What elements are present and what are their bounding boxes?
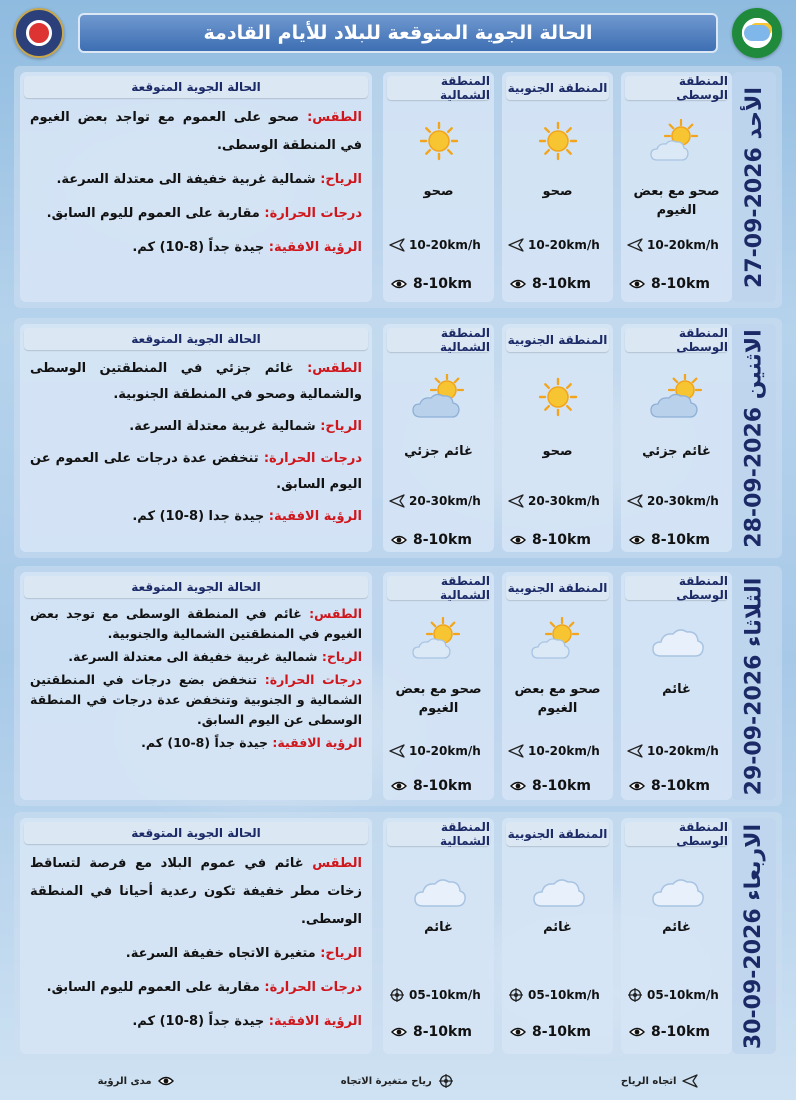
eye-icon [391, 277, 407, 291]
wind-speed [508, 238, 609, 252]
visibility-line [30, 234, 362, 262]
wind-value: 10-20km/h [647, 238, 719, 252]
legend-wind-direction [621, 1074, 699, 1088]
condition-label: غائم جزئي [642, 444, 711, 459]
eye-icon [391, 779, 407, 793]
legend-label: اتجاه الرياح [620, 1075, 677, 1087]
temps-label: درجات الحرارة: [264, 206, 362, 221]
sun-cloud-icon [528, 616, 588, 662]
visibility-line [30, 1008, 362, 1036]
eye-icon [510, 1025, 526, 1039]
weather-label: الطقس: [307, 110, 362, 125]
wind-speed [508, 744, 609, 758]
day-date: الثلاثاء 2026-09-29 [741, 577, 767, 795]
weather-line [30, 104, 362, 160]
winds-text: شمالية غربية خفيفة الى معتدلة السرعة. [56, 172, 316, 187]
visibility-range [391, 778, 490, 794]
region-central [621, 818, 732, 1054]
winds-label: الرياح: [320, 946, 362, 961]
weather-line [30, 356, 362, 408]
page-title: الحالة الجوية المتوقعة للبلاد للأيام القادمة [78, 13, 718, 53]
day-date: الاربعاء 2026-09-30 [741, 823, 767, 1049]
region-header: المنطقة الشمالية [387, 76, 490, 100]
visibility-range [391, 532, 490, 548]
weather-text: غائم في عموم البلاد مع فرصة لتساقط زخات مطر خفيفة تكون رعدية أحيانا في المنطقة الوسطى. [30, 856, 362, 927]
wind-direction-icon [682, 1074, 698, 1088]
condition-label: غائم [543, 920, 572, 935]
condition-label: صحو مع بعض الغيوم [395, 682, 482, 716]
page-header [14, 6, 782, 60]
region-header: المنطقة الشمالية [387, 822, 490, 846]
sun-cloud-icon [409, 616, 469, 662]
partly-cloudy-icon [647, 374, 707, 420]
wind-value: 10-20km/h [647, 744, 719, 758]
temps-text: مقاربة على العموم لليوم السابق. [46, 206, 260, 221]
region-header: المنطقة الشمالية [387, 328, 490, 352]
wind-value: 05-10km/h [528, 988, 600, 1002]
region-header: المنطقة الشمالية [387, 576, 490, 600]
region-central [621, 572, 732, 800]
wind-speed [389, 238, 490, 252]
winds-line [30, 647, 362, 667]
eye-icon [510, 277, 526, 291]
visibility-range [391, 276, 490, 292]
visibility-range [510, 778, 609, 794]
wind-speed [627, 238, 728, 252]
ministry-logo-right [732, 8, 782, 58]
sun-icon [409, 118, 469, 164]
eye-icon [391, 1025, 407, 1039]
temps-label: درجات الحرارة: [264, 980, 362, 995]
winds-text: متغيرة الاتجاه خفيفة السرعة. [125, 946, 316, 961]
winds-line [30, 414, 362, 440]
legend-variable-wind [341, 1074, 454, 1088]
weather-label: الطقس: [309, 606, 362, 621]
forecast-header: الحالة الجوية المتوقعة [24, 76, 368, 98]
visibility-value: 8-10km [413, 276, 472, 292]
region-northern [383, 324, 494, 552]
cloud-icon [647, 866, 707, 912]
region-central [621, 324, 732, 552]
day-date: الاثنين 2026-09-28 [741, 328, 767, 548]
winds-text: شمالية غربية معتدلة السرعة. [129, 419, 316, 434]
visibility-text: جيدة جدا (8-10) كم. [132, 509, 265, 524]
wind-direction-icon [508, 494, 524, 508]
cloud-icon [647, 616, 707, 662]
region-southern [502, 72, 613, 302]
visibility-line [30, 733, 362, 753]
temps-text: تنخفض عدة درجات على العموم عن اليوم السابق. [30, 451, 362, 492]
region-central [621, 72, 732, 302]
weather-line [30, 850, 362, 934]
wind-direction-icon [508, 238, 524, 252]
temps-line [30, 670, 362, 730]
wind-value: 10-20km/h [528, 238, 600, 252]
wind-speed [389, 744, 490, 758]
wind-value: 05-10km/h [409, 988, 481, 1002]
day-date: الأحد 2026-09-27 [741, 86, 767, 288]
eye-icon [629, 533, 645, 547]
date-column [732, 572, 776, 800]
legend-visibility [98, 1074, 174, 1088]
condition-label: صحو [542, 444, 573, 459]
condition-label: غائم [662, 920, 691, 935]
condition-label: صحو مع بعض الغيوم [633, 184, 720, 218]
meteorology-logo-left [14, 8, 64, 58]
temps-line [30, 974, 362, 1002]
wind-value: 20-30km/h [647, 494, 719, 508]
region-northern [383, 72, 494, 302]
date-column [732, 818, 776, 1054]
condition-label: صحو [542, 184, 573, 199]
visibility-label: الرؤية الافقية: [268, 240, 362, 255]
visibility-text: جيدة جداً (8-10) كم. [132, 240, 265, 255]
wind-speed [627, 494, 728, 508]
condition-label: غائم [424, 920, 453, 935]
visibility-range [510, 532, 609, 548]
eye-icon [391, 533, 407, 547]
wind-direction-icon [389, 238, 405, 252]
wind-direction-icon [627, 744, 643, 758]
wind-direction-icon [389, 744, 405, 758]
visibility-range [510, 1024, 609, 1040]
weather-text: غائم جزئي في المنطقتين الوسطى والشمالية وصحو في المنطقة الجنوبية. [30, 361, 362, 402]
wind-value: 05-10km/h [647, 988, 719, 1002]
wind-speed [627, 744, 728, 758]
day-block [14, 566, 782, 806]
winds-label: الرياح: [320, 172, 362, 187]
region-northern [383, 572, 494, 800]
forecast-panel [20, 324, 372, 552]
visibility-label: الرؤية الافقية: [268, 509, 362, 524]
visibility-value: 8-10km [532, 276, 591, 292]
legend-label: مدى الرؤية [97, 1075, 152, 1087]
day-block [14, 66, 782, 308]
sun-cloud-icon [647, 118, 707, 164]
visibility-label: الرؤية الافقية: [268, 1014, 362, 1029]
region-southern [502, 324, 613, 552]
region-southern [502, 818, 613, 1054]
visibility-range [629, 276, 728, 292]
weather-line [30, 604, 362, 644]
wind-direction-icon [627, 494, 643, 508]
forecast-panel [20, 572, 372, 800]
wind-speed [508, 988, 609, 1002]
temps-text: تنخفض بضع درجات في المنطقتين الشمالية و الجنوبية وتنخفض عدة درجات في المنطقة الوسطى عن اليوم السابق. [30, 672, 362, 727]
winds-line [30, 940, 362, 968]
wind-value: 10-20km/h [409, 744, 481, 758]
region-southern [502, 572, 613, 800]
variable-wind-icon [389, 988, 405, 1002]
wind-value: 10-20km/h [528, 744, 600, 758]
wind-speed [389, 988, 490, 1002]
visibility-value: 8-10km [651, 1024, 710, 1040]
temps-line [30, 200, 362, 228]
winds-line [30, 166, 362, 194]
wind-speed [508, 494, 609, 508]
visibility-value: 8-10km [651, 778, 710, 794]
region-header: المنطقة الوسطى [625, 576, 728, 600]
region-header: المنطقة الجنوبية [506, 76, 609, 100]
forecast-header: الحالة الجوية المتوقعة [24, 576, 368, 598]
region-header: المنطقة الوسطى [625, 76, 728, 100]
wind-direction-icon [627, 238, 643, 252]
cloud-icon [528, 866, 588, 912]
forecast-panel [20, 818, 372, 1054]
condition-label: غائم جزئي [404, 444, 473, 459]
eye-icon [510, 779, 526, 793]
temps-label: درجات الحرارة: [263, 451, 362, 466]
visibility-line [30, 504, 362, 530]
visibility-value: 8-10km [532, 532, 591, 548]
region-header: المنطقة الجنوبية [506, 576, 609, 600]
visibility-value: 8-10km [532, 778, 591, 794]
visibility-range [391, 1024, 490, 1040]
legend-label: رياح متغيرة الاتجاه [340, 1075, 432, 1087]
region-header: المنطقة الوسطى [625, 822, 728, 846]
forecast-panel [20, 72, 372, 302]
visibility-range [510, 276, 609, 292]
partly-cloudy-icon [409, 374, 469, 420]
eye-icon [629, 1025, 645, 1039]
day-block [14, 812, 782, 1060]
weather-label: الطقس: [307, 361, 363, 376]
variable-wind-icon [438, 1074, 454, 1088]
winds-label: الرياح: [321, 649, 362, 664]
sun-icon [528, 374, 588, 420]
visibility-range [629, 1024, 728, 1040]
wind-value: 10-20km/h [409, 238, 481, 252]
temps-label: درجات الحرارة: [264, 672, 362, 687]
wind-value: 20-30km/h [409, 494, 481, 508]
region-header: المنطقة الوسطى [625, 328, 728, 352]
condition-label: غائم [662, 682, 691, 697]
forecast-header: الحالة الجوية المتوقعة [24, 822, 368, 844]
cloud-icon [409, 866, 469, 912]
eye-icon [629, 779, 645, 793]
condition-label: صحو مع بعض الغيوم [514, 682, 601, 716]
wind-direction-icon [508, 744, 524, 758]
wind-speed [389, 494, 490, 508]
weather-label: الطقس [312, 856, 362, 871]
visibility-text: جيدة جداً (8-10) كم. [141, 735, 269, 750]
weather-text: غائم في المنطقة الوسطى مع توجد بعض الغيوم في المنطقتين الشمالية والجنوبية. [30, 606, 362, 641]
visibility-label: الرؤية الافقية: [272, 735, 362, 750]
day-block [14, 318, 782, 558]
date-column [732, 72, 776, 302]
region-header: المنطقة الجنوبية [506, 328, 609, 352]
legend [14, 1068, 782, 1094]
variable-wind-icon [627, 988, 643, 1002]
region-northern [383, 818, 494, 1054]
sun-icon [528, 118, 588, 164]
condition-label: صحو [423, 184, 454, 199]
visibility-value: 8-10km [651, 276, 710, 292]
visibility-text: جيدة جداً (8-10) كم. [132, 1014, 265, 1029]
winds-label: الرياح: [320, 419, 362, 434]
visibility-value: 8-10km [651, 532, 710, 548]
eye-icon [510, 533, 526, 547]
eye-icon [629, 277, 645, 291]
date-column [732, 324, 776, 552]
visibility-value: 8-10km [413, 532, 472, 548]
eye-icon [158, 1074, 174, 1088]
visibility-value: 8-10km [413, 778, 472, 794]
visibility-range [629, 532, 728, 548]
visibility-value: 8-10km [532, 1024, 591, 1040]
wind-speed [627, 988, 728, 1002]
visibility-range [629, 778, 728, 794]
region-header: المنطقة الجنوبية [506, 822, 609, 846]
winds-text: شمالية غربية خفيفة الى معتدلة السرعة. [68, 649, 318, 664]
weather-text: صحو على العموم مع تواجد بعض الغيوم في المنطقة الوسطى. [30, 110, 362, 153]
temps-text: مقاربة على العموم لليوم السابق. [46, 980, 260, 995]
forecast-header: الحالة الجوية المتوقعة [24, 328, 368, 350]
variable-wind-icon [508, 988, 524, 1002]
visibility-value: 8-10km [413, 1024, 472, 1040]
wind-direction-icon [389, 494, 405, 508]
temps-line [30, 446, 362, 498]
wind-value: 20-30km/h [528, 494, 600, 508]
